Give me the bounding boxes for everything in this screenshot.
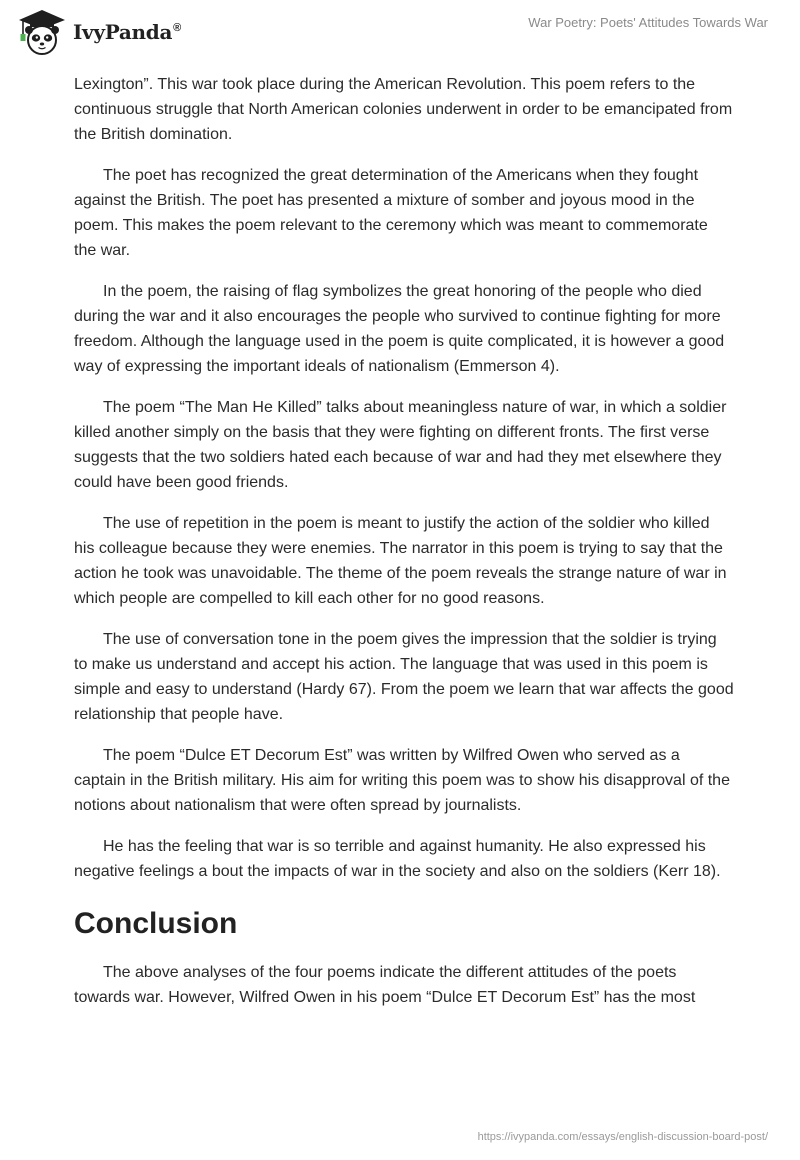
ivypanda-logo[interactable] [15,9,181,55]
paragraph: The use of conversation tone in the poem gives the impression that the soldier is trying to make us understand and accept his action. The language that was used in this poem is simple and easy to understand (Hardy 67). From the poem we learn that war affects the good relationship that people have. [74,631,734,723]
panda-graduate-icon [15,9,69,55]
paragraph: The above analyses of the four poems indicate the different attitudes of the poets towards war. However, Wilfred Owen in his poem “Dulce ET Decorum Est” has the most [74,964,696,1006]
paragraph: The poem “The Man He Killed” talks about meaningless nature of war, in which a soldier killed another simply on the basis that they were fighting on different fronts. The first verse suggests that the two soldiers hated each because of war and had they met elsewhere they could have been good friends. [74,399,727,491]
paragraph: Lexington”. This war took place during the American Revolution. This poem refers to the continuous struggle that North American colonies underwent in order to be emancipated from the British domination. [74,76,733,143]
paragraph: The use of repetition in the poem is meant to justify the action of the soldier who killed his colleague because they were enemies. The narrator in this poem is trying to say that the action he took was unavoidable. The theme of the poem reveals the strange nature of war in which people are compelled to kill each other for no good reasons. [74,515,727,607]
section-heading-conclusion: Conclusion [74,907,238,940]
document-title: War Poetry: Poets' Attitudes Towards War [528,15,768,30]
paragraph: The poem “Dulce ET Decorum Est” was written by Wilfred Owen who served as a captain in the British military. His aim for writing this poem was to show his disapproval of the notions about nationalism that were often spread by journalists. [74,747,730,814]
source-url[interactable]: https://ivypanda.com/essays/english-discussion-board-post/ [477,1131,768,1143]
paragraph: The poet has recognized the great determination of the Americans when they fought against the British. The poet has presented a mixture of somber and joyous mood in the poem. This makes the poem relevant to the ceremony which was meant to commemorate the war. [74,167,708,259]
paragraph: In the poem, the raising of flag symbolizes the great honoring of the people who died during the war and it also encourages the people who survived to continue fighting for more freedom. Although the language used in the poem is quite complicated, it is however a good way of expressing the important ideals of nationalism (Emmerson 4). [74,283,725,375]
paragraph: He has the feeling that war is so terrible and against humanity. He also expressed his negative feelings a bout the impacts of war in the society and also on the soldiers (Kerr 18). [74,838,721,880]
essay-body [74,72,734,1026]
brand-name: IvyPanda® [73,20,181,44]
page-header [0,0,800,64]
